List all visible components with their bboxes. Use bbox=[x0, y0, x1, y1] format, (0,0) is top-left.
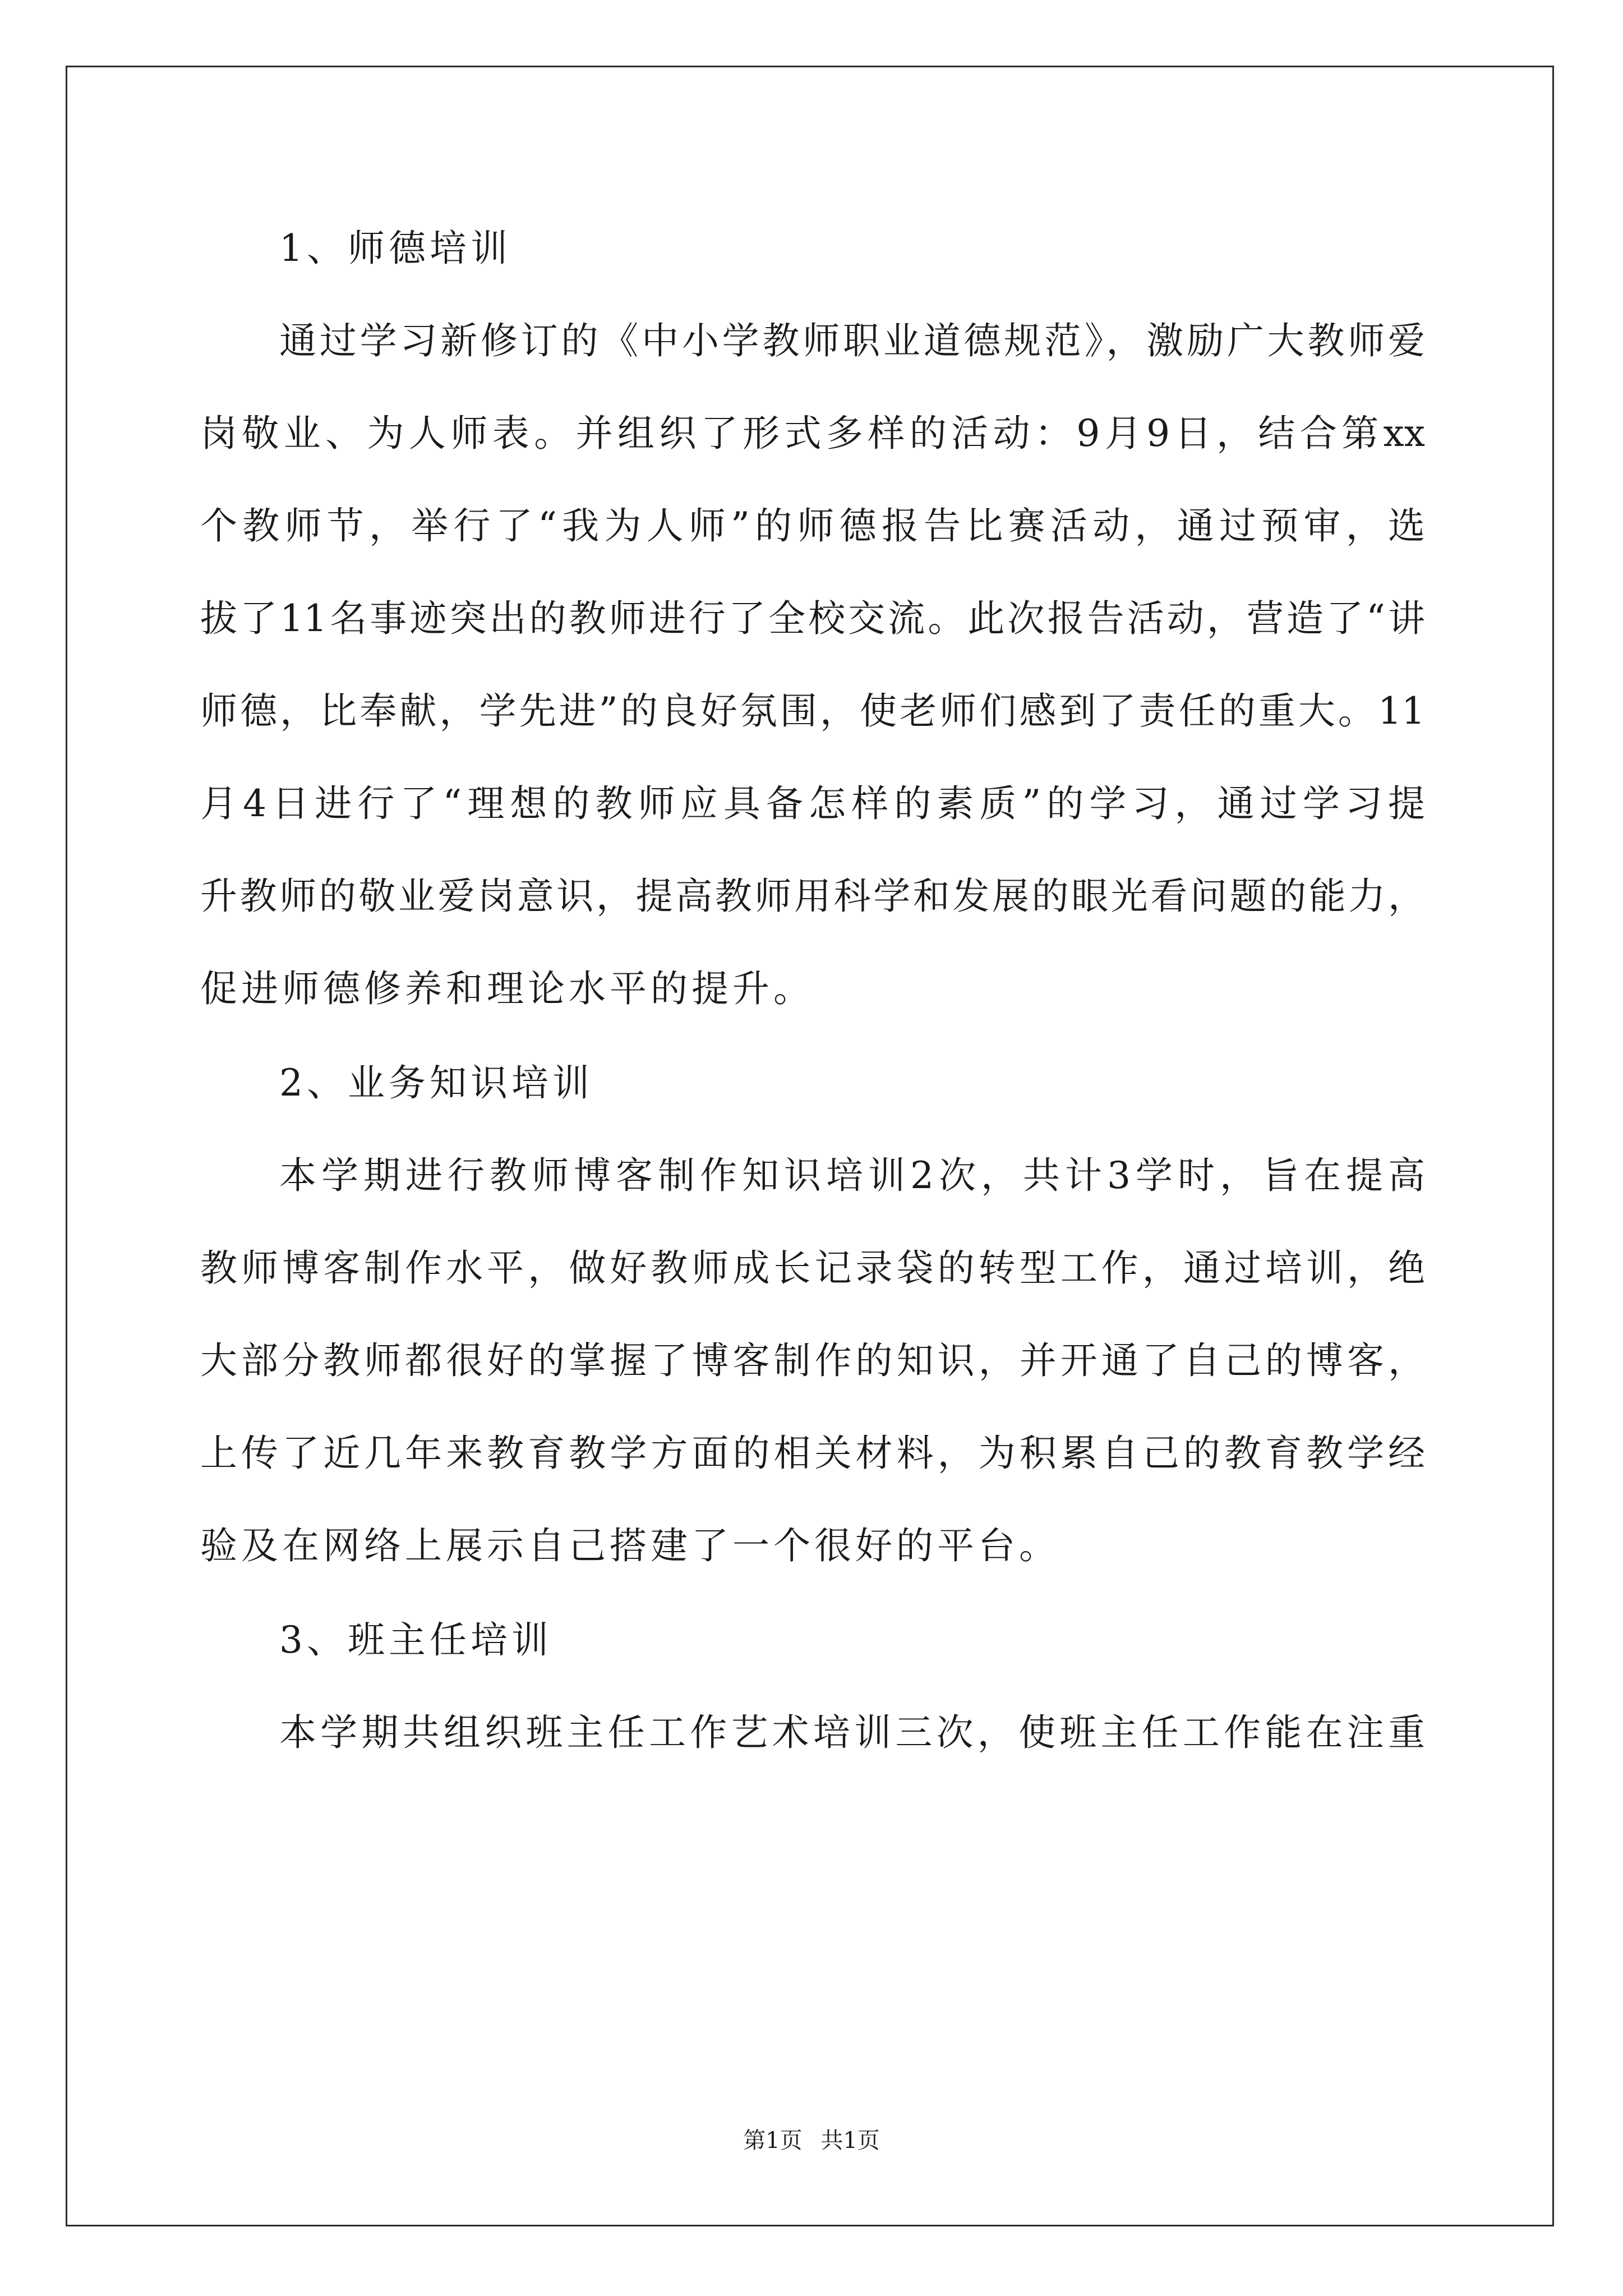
paragraph-1-line-7: 升教师的敬业爱岗意识，提高教师用科学和发展的眼光看问题的能力， bbox=[200, 875, 1425, 918]
paragraph-1-line-5: 师德，比奉献，学先进”的良好氛围，使老师们感到了责任的重大。11 bbox=[200, 689, 1425, 733]
page-border bbox=[66, 66, 1554, 2226]
section-heading-1: 1、师德培训 bbox=[279, 227, 511, 270]
page-number-total: 共1页 bbox=[820, 2128, 880, 2154]
section-heading-3: 3、班主任培训 bbox=[279, 1618, 552, 1662]
paragraph-1-line-6: 月4日进行了“理想的教师应具备怎样的素质”的学习，通过学习提 bbox=[200, 782, 1425, 825]
paragraph-1-line-8: 促进师德修养和理论水平的提升。 bbox=[200, 967, 814, 1010]
paragraph-1-line-1: 通过学习新修订的《中小学教师职业道德规范》，激励广大教师爱 bbox=[279, 319, 1425, 362]
paragraph-1-line-4: 拔了11名事迹突出的教师进行了全校交流。此次报告活动，营造了“讲 bbox=[200, 597, 1425, 640]
paragraph-2-line-1: 本学期进行教师博客制作知识培训2次，共计3学时，旨在提高 bbox=[279, 1154, 1425, 1197]
section-heading-2: 2、业务知识培训 bbox=[279, 1061, 593, 1105]
paragraph-2-line-3: 大部分教师都很好的掌握了博客制作的知识，并开通了自己的博客， bbox=[200, 1339, 1425, 1382]
paragraph-1-line-3: 个教师节，举行了“我为人师”的师德报告比赛活动，通过预审，选 bbox=[200, 504, 1425, 547]
page-footer bbox=[0, 2129, 1623, 2152]
paragraph-2-line-4: 上传了近几年来教育教学方面的相关材料，为积累自己的教育教学经 bbox=[200, 1432, 1425, 1475]
paragraph-1-line-2: 岗敬业、为人师表。并组织了形式多样的活动：9月9日，结合第xx bbox=[200, 412, 1425, 455]
paragraph-2-line-5: 验及在网络上展示自己搭建了一个很好的平台。 bbox=[200, 1524, 1060, 1567]
paragraph-2-line-2: 教师博客制作水平，做好教师成长记录袋的转型工作，通过培训，绝 bbox=[200, 1246, 1425, 1290]
paragraph-3-line-1: 本学期共组织班主任工作艺术培训三次，使班主任工作能在注重 bbox=[279, 1711, 1425, 1754]
page-number-current: 第1页 bbox=[743, 2128, 803, 2154]
